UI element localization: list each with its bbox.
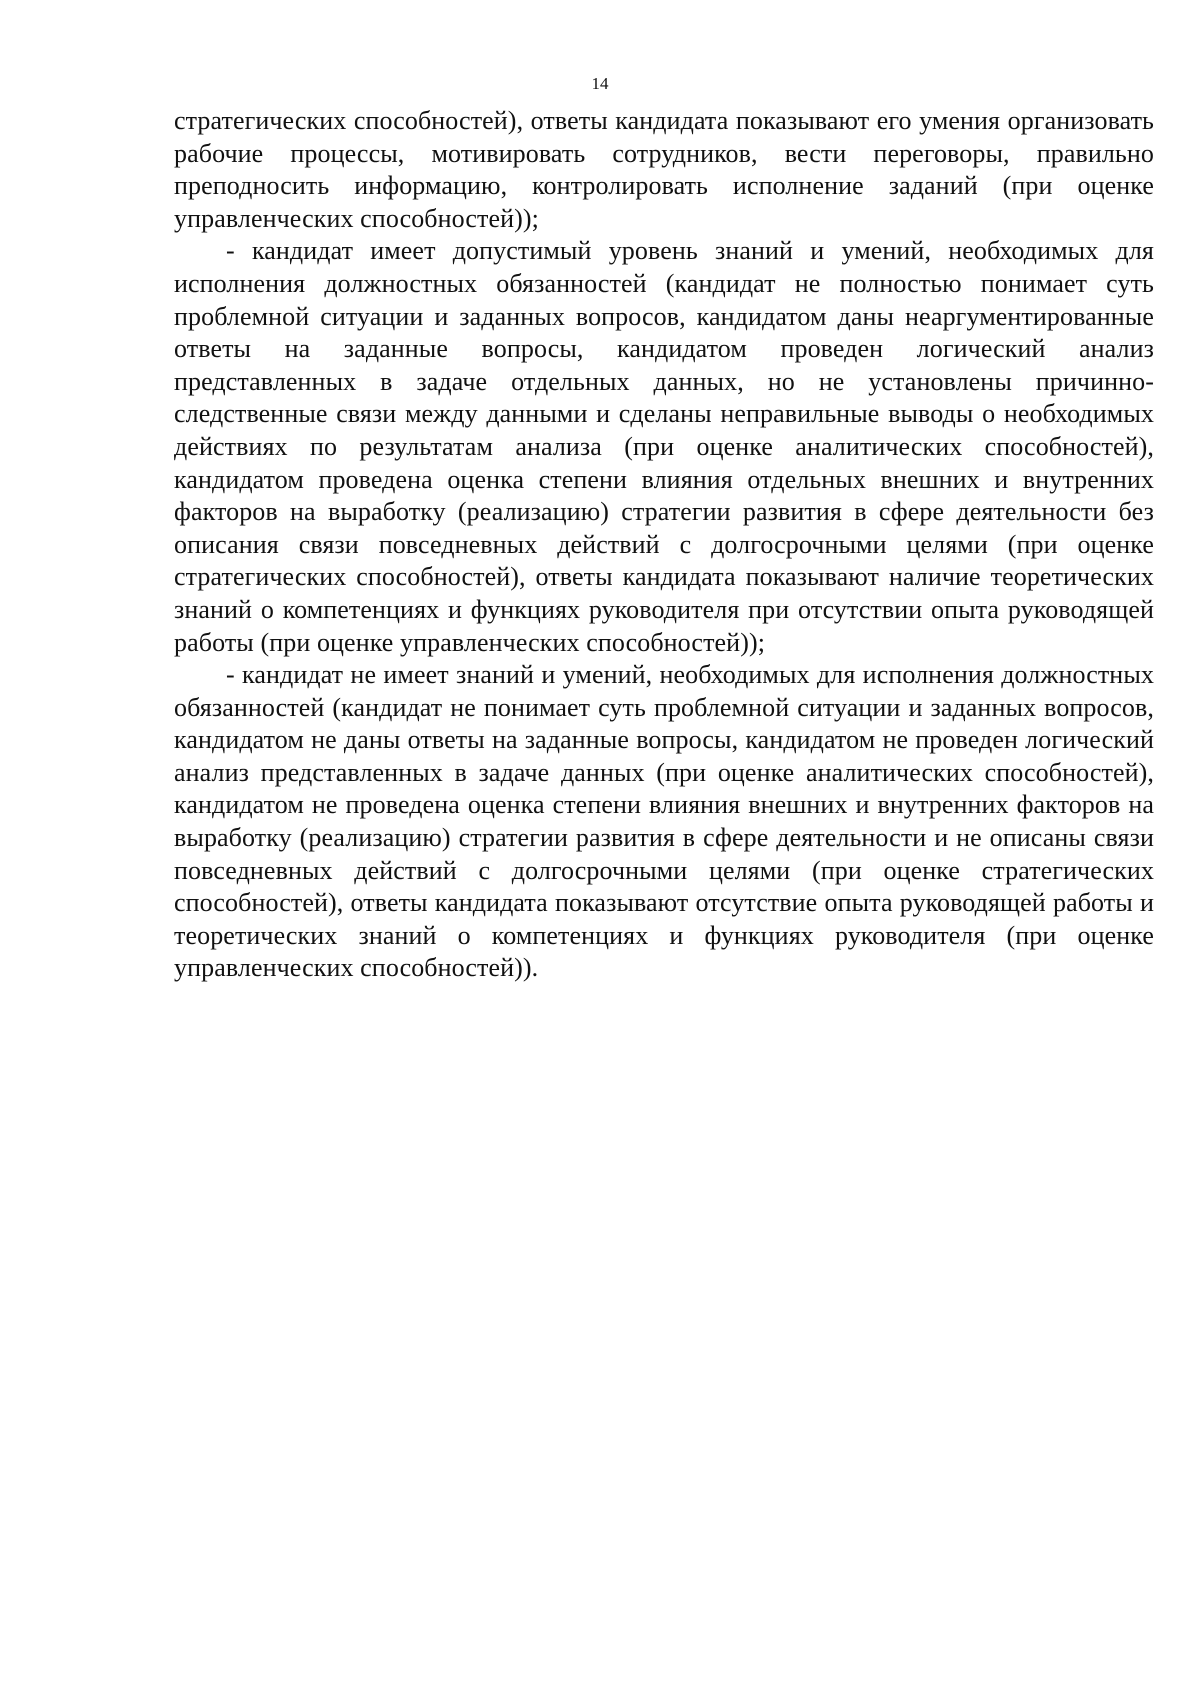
paragraph-no-knowledge: - кандидат не имеет знаний и умений, необходимых для исполнения должностных обязанностей (кандидат не понимает суть проблемной ситуации и заданных вопросов, кандидатом не даны ответы на заданные вопросы, кандидатом не проведен логический анализ представленных в задаче данных (при оценке аналитических способностей), кандидатом не проведена оценка степени влияния внешних и внутренних факторов на выработку (реализацию) стратегии развития в сфере деятельности и не описаны связи повседневных действий с долгосрочными целями (при оценке стратегических способностей), ответы кандидата показывают отсутствие опыта руководящей работы и теоретических знаний о компетенциях и функциях руководителя (при оценке управленческих способностей)). <box>174 660 1154 983</box>
page-number: 14 <box>591 74 609 93</box>
document-body <box>174 105 1154 985</box>
paragraph-acceptable-level: - кандидат имеет допустимый уровень знаний и умений, необходимых для исполнения должностных обязанностей (кандидат не полностью понимает суть проблемной ситуации и заданных вопросов, кандидатом даны неаргументированные ответы на заданные вопросы, кандидатом проведен логический анализ представленных в задаче отдельных данных, но не установлены причинно-следственные связи между данными и сделаны неправильные выводы о необходимых действиях по результатам анализа (при оценке аналитических способностей), кандидатом проведена оценка степени влияния отдельных внешних и внутренних факторов на выработку (реализацию) стратегии развития в сфере деятельности без описания связи повседневных действий с долгосрочными целями (при оценке стратегических способностей), ответы кандидата показывают наличие теоретических знаний о компетенциях и функциях руководителя при отсутствии опыта руководящей работы (при оценке управленческих способностей)); <box>174 236 1154 657</box>
paragraph-continuation: стратегических способностей), ответы кандидата показывают его умения организовать рабочие процессы, мотивировать сотрудников, вести переговоры, правильно преподносить информацию, контролировать исполнение заданий (при оценке управленческих способностей)); <box>174 106 1154 233</box>
